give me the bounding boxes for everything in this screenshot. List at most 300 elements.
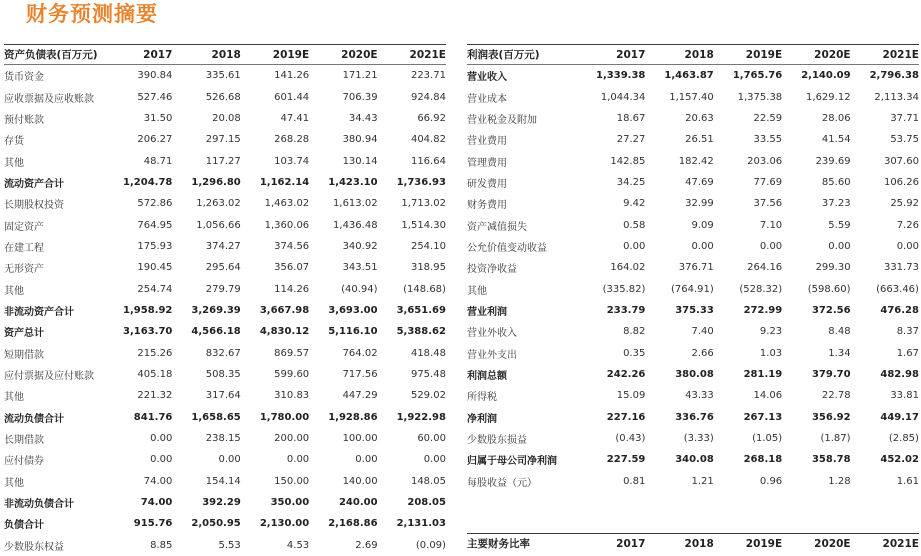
value-cell: 190.45 (137, 262, 173, 274)
value-cell: 1,339.38 (596, 70, 646, 82)
row-label: 短期借款 (4, 349, 44, 361)
value-cell: (0.09) (415, 539, 446, 551)
value-cell: 3,651.69 (396, 304, 446, 316)
value-cell: 449.17 (880, 411, 919, 423)
value-cell: 1,780.00 (259, 411, 310, 423)
value-cell: 526.68 (205, 91, 241, 103)
value-cell: 1,436.48 (333, 219, 378, 231)
value-cell: (764.91) (670, 283, 714, 295)
value-cell: 405.18 (137, 368, 173, 380)
row-label: 固定资产 (4, 221, 44, 233)
table-row (4, 257, 446, 278)
value-cell: 117.27 (205, 155, 241, 167)
value-cell: 254.74 (137, 283, 173, 295)
value-cell: 3,667.98 (259, 304, 310, 316)
value-cell: 150.00 (274, 475, 310, 487)
row-label: 少数股东损益 (467, 435, 527, 447)
table-row (467, 471, 919, 492)
table-row (4, 300, 446, 321)
value-cell: 47.69 (685, 176, 714, 188)
value-cell: 142.85 (610, 155, 646, 167)
value-cell: 106.26 (883, 176, 919, 188)
balance-sheet-header (4, 44, 446, 65)
value-cell: 2,140.09 (801, 70, 851, 82)
value-cell: (335.82) (602, 283, 646, 295)
value-cell: 7.26 (896, 219, 919, 231)
value-cell: 100.00 (342, 433, 378, 445)
row-label: 所得税 (467, 392, 497, 404)
value-cell: 34.43 (348, 112, 378, 124)
row-label: 营业利润 (467, 306, 507, 318)
table-row (4, 278, 446, 299)
income-statement-title: 利润表(百万元) (467, 49, 540, 61)
value-cell: 53.75 (890, 134, 919, 146)
row-label: 营业成本 (467, 93, 507, 105)
value-cell: 0.00 (286, 454, 310, 466)
value-cell: 14.06 (753, 390, 783, 402)
table-row (4, 428, 446, 449)
value-cell: 1.67 (896, 347, 919, 359)
table-row (4, 193, 446, 214)
value-cell: 20.63 (685, 112, 714, 124)
value-cell: 154.14 (205, 475, 241, 487)
table-row (467, 364, 919, 385)
row-label: 营业税金及附加 (467, 114, 537, 126)
value-cell: 74.00 (140, 497, 173, 509)
value-cell: 0.00 (896, 240, 919, 252)
value-cell: 114.26 (274, 283, 310, 295)
value-cell: 1,514.30 (401, 219, 446, 231)
value-cell: 915.76 (133, 518, 173, 530)
value-cell: 572.86 (137, 198, 173, 210)
value-cell: 1,044.34 (600, 91, 646, 103)
value-cell: 15.09 (616, 390, 646, 402)
value-cell: 32.99 (685, 198, 714, 210)
value-cell: 5,388.62 (396, 326, 446, 338)
table-row (467, 300, 919, 321)
value-cell: 1.03 (759, 347, 783, 359)
table-row (467, 449, 919, 470)
row-label: 营业收入 (467, 72, 507, 84)
value-cell: 7.10 (759, 219, 783, 231)
table-row (4, 108, 446, 129)
value-cell: 392.29 (202, 497, 241, 509)
year-2021e-header: 2021E (882, 48, 919, 61)
value-cell: (2.85) (888, 433, 919, 445)
value-cell: 4,566.18 (191, 326, 241, 338)
value-cell: 0.00 (828, 240, 851, 252)
ratios-table-header (467, 533, 919, 553)
table-row (4, 513, 446, 534)
value-cell: 264.16 (747, 262, 783, 274)
value-cell: 5.53 (218, 539, 241, 551)
row-label: 长期借款 (4, 435, 44, 447)
row-label: 其他 (4, 285, 24, 297)
value-cell: 2,168.86 (328, 518, 378, 530)
value-cell: 0.00 (759, 240, 783, 252)
table-row (467, 236, 919, 257)
value-cell: 140.00 (342, 475, 378, 487)
table-row (4, 471, 446, 492)
income-statement-header (467, 44, 919, 65)
value-cell: 0.00 (150, 433, 173, 445)
value-cell: (1.05) (752, 433, 783, 445)
value-cell: 34.25 (616, 176, 646, 188)
value-cell: 335.61 (205, 70, 241, 82)
value-cell: 375.33 (675, 304, 714, 316)
value-cell: 5.59 (828, 219, 851, 231)
value-cell: 8.85 (150, 539, 173, 551)
value-cell: 77.69 (753, 176, 783, 188)
value-cell: 7.40 (691, 326, 714, 338)
row-label: 归属于母公司净利润 (467, 456, 557, 468)
value-cell: 239.69 (815, 155, 851, 167)
value-cell: 5,116.10 (328, 326, 378, 338)
value-cell: 2,113.34 (874, 91, 919, 103)
table-row (467, 65, 919, 86)
value-cell: 233.79 (606, 304, 646, 316)
balance-sheet-body (4, 65, 446, 556)
value-cell: 0.58 (623, 219, 646, 231)
year-2018-header: 2018 (684, 537, 714, 550)
ratios-title: 主要财务比率 (467, 538, 530, 550)
value-cell: 482.98 (880, 368, 919, 380)
value-cell: 299.30 (815, 262, 851, 274)
value-cell: (3.33) (683, 433, 714, 445)
table-row (4, 364, 446, 385)
value-cell: 356.92 (811, 411, 851, 423)
value-cell: 242.26 (606, 368, 646, 380)
value-cell: 9.23 (759, 326, 783, 338)
value-cell: 0.00 (691, 240, 714, 252)
value-cell: 8.82 (623, 326, 646, 338)
value-cell: 8.37 (896, 326, 919, 338)
value-cell: 380.94 (342, 134, 378, 146)
table-row (4, 449, 446, 470)
value-cell: 869.57 (274, 347, 310, 359)
value-cell: 379.70 (811, 368, 851, 380)
value-cell: 182.42 (678, 155, 714, 167)
table-row (4, 172, 446, 193)
value-cell: 601.44 (274, 91, 310, 103)
value-cell: 832.67 (205, 347, 241, 359)
income-statement-body (467, 65, 919, 492)
value-cell: 200.00 (274, 433, 310, 445)
value-cell: 717.56 (342, 368, 378, 380)
value-cell: 404.82 (410, 134, 446, 146)
year-2020e-header: 2020E (814, 48, 851, 61)
value-cell: 1,157.40 (669, 91, 714, 103)
value-cell: 22.59 (753, 112, 783, 124)
value-cell: 25.92 (890, 198, 919, 210)
value-cell: 310.83 (274, 390, 310, 402)
year-2021e-header: 2021E (409, 48, 446, 61)
value-cell: 4.53 (286, 539, 310, 551)
row-label: 少数股东权益 (4, 541, 64, 553)
row-label: 资产减值损失 (467, 221, 527, 233)
row-label: 其他 (467, 285, 487, 297)
value-cell: 48.71 (143, 155, 173, 167)
value-cell: 1,922.98 (396, 411, 446, 423)
value-cell: 227.16 (606, 411, 646, 423)
page-title: 财务预测摘要 (26, 2, 158, 26)
value-cell: 374.56 (274, 240, 310, 252)
value-cell: 227.59 (606, 454, 646, 466)
value-cell: 279.79 (205, 283, 241, 295)
year-2017-header: 2017 (143, 48, 173, 61)
value-cell: 26.51 (685, 134, 714, 146)
row-label: 预付账款 (4, 114, 44, 126)
row-label: 管理费用 (467, 157, 507, 169)
value-cell: 476.28 (880, 304, 919, 316)
value-cell: 4,830.12 (259, 326, 310, 338)
value-cell: 1,162.14 (259, 176, 310, 188)
table-row (467, 172, 919, 193)
value-cell: 975.48 (410, 368, 446, 380)
table-row (4, 150, 446, 171)
value-cell: 307.60 (883, 155, 919, 167)
row-label: 无形资产 (4, 264, 44, 276)
row-label: 研发费用 (467, 178, 507, 190)
table-row (4, 385, 446, 406)
value-cell: 116.64 (410, 155, 446, 167)
value-cell: 2.66 (691, 347, 714, 359)
balance-sheet-title: 资产负债表(百万元) (4, 49, 98, 61)
row-label: 其他 (4, 157, 24, 169)
table-row (467, 407, 919, 428)
row-label: 长期股权投资 (4, 200, 64, 212)
value-cell: 238.15 (205, 433, 241, 445)
value-cell: 3,693.00 (328, 304, 378, 316)
value-cell: 215.26 (137, 347, 173, 359)
value-cell: 1.34 (828, 347, 851, 359)
table-row (4, 65, 446, 86)
value-cell: 376.71 (678, 262, 714, 274)
table-row (4, 407, 446, 428)
value-cell: 706.39 (342, 91, 378, 103)
year-2020e-header: 2020E (341, 48, 378, 61)
value-cell: 1,263.02 (196, 198, 241, 210)
value-cell: 447.29 (342, 390, 378, 402)
value-cell: 103.74 (274, 155, 310, 167)
row-label: 公允价值变动收益 (467, 242, 547, 254)
value-cell: 2,796.38 (869, 70, 919, 82)
value-cell: 295.64 (205, 262, 241, 274)
row-label: 应付债券 (4, 456, 44, 468)
value-cell: 22.78 (821, 390, 851, 402)
value-cell: 1,658.65 (191, 411, 241, 423)
value-cell: 0.00 (218, 454, 241, 466)
value-cell: 1,765.76 (732, 70, 783, 82)
value-cell: 3,163.70 (123, 326, 173, 338)
row-label: 非流动负债合计 (4, 499, 74, 511)
value-cell: 0.00 (150, 454, 173, 466)
value-cell: 43.33 (685, 390, 714, 402)
value-cell: 764.02 (342, 347, 378, 359)
value-cell: 223.71 (410, 70, 446, 82)
row-label: 财务费用 (467, 200, 507, 212)
table-row (4, 342, 446, 363)
value-cell: 47.41 (280, 112, 310, 124)
value-cell: 372.56 (811, 304, 851, 316)
table-row (467, 385, 919, 406)
year-2019e-header: 2019E (745, 537, 783, 550)
table-row (4, 321, 446, 342)
year-2017-header: 2017 (616, 48, 646, 61)
value-cell: 31.50 (143, 112, 173, 124)
value-cell: 1,056.66 (196, 219, 241, 231)
table-row (467, 129, 919, 150)
table-row (4, 86, 446, 107)
value-cell: (528.32) (739, 283, 783, 295)
row-label: 存货 (4, 136, 24, 148)
value-cell: 380.08 (675, 368, 714, 380)
value-cell: 0.00 (355, 454, 378, 466)
value-cell: 175.93 (137, 240, 173, 252)
table-row (467, 321, 919, 342)
income-statement-table (467, 44, 919, 492)
value-cell: 336.76 (675, 411, 714, 423)
balance-sheet-table (4, 44, 446, 556)
value-cell: 350.00 (270, 497, 310, 509)
row-label: 非流动资产合计 (4, 306, 74, 318)
value-cell: 268.28 (274, 134, 310, 146)
value-cell: 1,375.38 (737, 91, 783, 103)
value-cell: 317.64 (205, 390, 241, 402)
year-2017-header: 2017 (616, 537, 646, 550)
row-label: 应收票据及应收账款 (4, 93, 94, 105)
row-label: 营业费用 (467, 136, 507, 148)
value-cell: 268.18 (743, 454, 783, 466)
row-label: 流动负债合计 (4, 413, 64, 425)
value-cell: 1,463.02 (264, 198, 310, 210)
year-2018-header: 2018 (211, 48, 241, 61)
value-cell: 764.95 (137, 219, 173, 231)
table-row (467, 428, 919, 449)
value-cell: 340.08 (675, 454, 714, 466)
value-cell: 1,360.06 (264, 219, 310, 231)
table-row (467, 150, 919, 171)
row-label: 其他 (4, 392, 24, 404)
value-cell: (663.46) (876, 283, 919, 295)
table-row (4, 214, 446, 235)
value-cell: 343.51 (342, 262, 378, 274)
table-row (467, 108, 919, 129)
row-label: 净利润 (467, 413, 497, 425)
value-cell: 1,629.12 (806, 91, 851, 103)
value-cell: 452.02 (880, 454, 919, 466)
row-label: 营业外收入 (467, 328, 517, 340)
table-row (467, 278, 919, 299)
value-cell: 599.60 (274, 368, 310, 380)
row-label: 在建工程 (4, 242, 44, 254)
value-cell: (0.43) (615, 433, 646, 445)
value-cell: 9.42 (623, 198, 646, 210)
value-cell: 1,713.02 (401, 198, 446, 210)
value-cell: 208.05 (407, 497, 446, 509)
value-cell: 74.00 (143, 475, 173, 487)
value-cell: 1,296.80 (191, 176, 241, 188)
row-label: 货币资金 (4, 72, 44, 84)
row-label: 其他 (4, 477, 24, 489)
value-cell: 1,423.10 (328, 176, 378, 188)
value-cell: 27.27 (616, 134, 646, 146)
value-cell: 9.09 (691, 219, 714, 231)
value-cell: 66.92 (417, 112, 446, 124)
table-row (467, 214, 919, 235)
value-cell: 254.10 (410, 240, 446, 252)
value-cell: 841.76 (133, 411, 173, 423)
value-cell: 924.84 (410, 91, 446, 103)
value-cell: (598.60) (807, 283, 851, 295)
value-cell: 171.21 (342, 70, 378, 82)
value-cell: 0.81 (623, 475, 646, 487)
row-label: 应付票据及应付账款 (4, 370, 94, 382)
value-cell: 1,613.02 (333, 198, 378, 210)
value-cell: 240.00 (338, 497, 378, 509)
value-cell: 272.99 (743, 304, 783, 316)
value-cell: 164.02 (610, 262, 646, 274)
value-cell: 85.60 (821, 176, 851, 188)
value-cell: 1.21 (691, 475, 714, 487)
value-cell: 2,131.03 (396, 518, 446, 530)
table-row (4, 492, 446, 513)
table-row (467, 193, 919, 214)
row-label: 营业外支出 (467, 349, 517, 361)
value-cell: 1,204.78 (123, 176, 173, 188)
row-label: 利润总额 (467, 370, 507, 382)
value-cell: 206.27 (137, 134, 173, 146)
row-label: 负债合计 (4, 520, 44, 532)
value-cell: 1.61 (896, 475, 919, 487)
value-cell: 0.96 (759, 475, 783, 487)
row-label: 每股收益（元） (467, 477, 537, 489)
value-cell: 37.23 (821, 198, 851, 210)
value-cell: 203.06 (747, 155, 783, 167)
value-cell: 0.00 (423, 454, 446, 466)
row-label: 资产总计 (4, 328, 44, 340)
value-cell: (148.68) (403, 283, 446, 295)
value-cell: 1,463.87 (664, 70, 714, 82)
row-label: 流动资产合计 (4, 178, 64, 190)
table-row (4, 236, 446, 257)
year-2019e-header: 2019E (272, 48, 310, 61)
value-cell: 0.00 (623, 240, 646, 252)
value-cell: 20.08 (212, 112, 241, 124)
value-cell: 33.81 (890, 390, 919, 402)
value-cell: 33.55 (753, 134, 783, 146)
value-cell: 356.07 (274, 262, 310, 274)
value-cell: 8.48 (828, 326, 851, 338)
value-cell: 508.35 (205, 368, 241, 380)
value-cell: 529.02 (410, 390, 446, 402)
value-cell: 1,736.93 (396, 176, 446, 188)
value-cell: 297.15 (205, 134, 241, 146)
year-2020e-header: 2020E (814, 537, 851, 550)
value-cell: 60.00 (417, 433, 446, 445)
value-cell: 281.19 (743, 368, 783, 380)
row-label: 投资净收益 (467, 264, 517, 276)
value-cell: 221.32 (137, 390, 173, 402)
table-row (467, 257, 919, 278)
value-cell: 418.48 (410, 347, 446, 359)
value-cell: 37.71 (890, 112, 919, 124)
value-cell: 0.35 (623, 347, 646, 359)
value-cell: 527.46 (137, 91, 173, 103)
value-cell: 318.95 (410, 262, 446, 274)
value-cell: 358.78 (811, 454, 851, 466)
value-cell: 28.06 (821, 112, 851, 124)
